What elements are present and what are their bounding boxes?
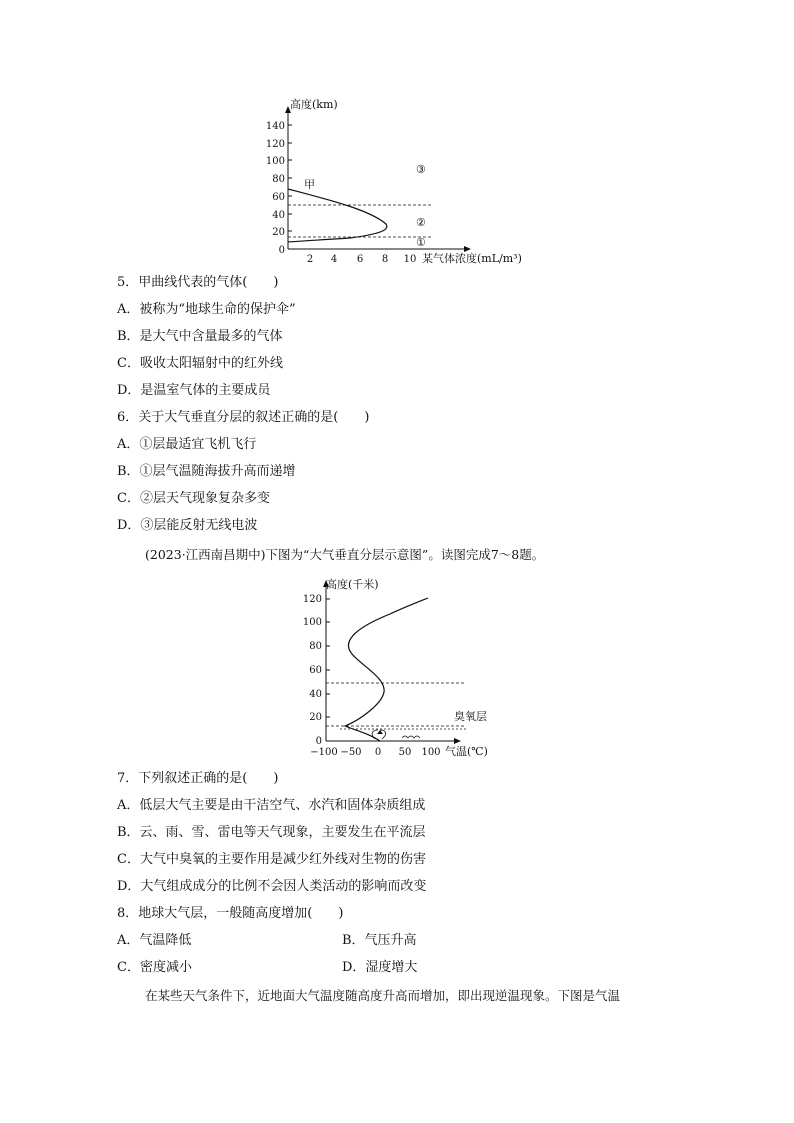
svg-text:0: 0 — [315, 736, 322, 747]
y-axis-label: 高度(km) — [290, 98, 338, 111]
layer-label-2: ② — [416, 216, 426, 229]
svg-text:60: 60 — [309, 665, 322, 676]
question-8-stem: 8．地球大气层，一般随高度增加( ) — [117, 906, 344, 921]
q5-option-a: A．被称为“地球生命的保护伞” — [117, 302, 296, 317]
q6-option-b: B．①层气温随海拔升高而递增 — [117, 464, 296, 479]
x-ticks — [307, 254, 417, 265]
y-axis-label: 高度(千米) — [326, 578, 379, 591]
svg-text:120: 120 — [265, 139, 285, 150]
q5-option-d: D．是温室气体的主要成员 — [117, 383, 271, 398]
svg-text:0: 0 — [278, 245, 285, 256]
q7-option-a: A．低层大气主要是由干洁空气、水汽和固体杂质组成 — [117, 798, 426, 813]
svg-text:60: 60 — [272, 192, 285, 203]
svg-text:2: 2 — [306, 254, 314, 265]
q8-option-c: C．密度减小 — [117, 960, 192, 975]
svg-text:120: 120 — [302, 594, 322, 605]
q6-option-a: A．①层最适宜飞机飞行 — [117, 437, 257, 452]
convection-arrows — [372, 730, 385, 739]
ozone-label: 臭氧层 — [454, 710, 487, 723]
q6-option-c: C．②层天气现象复杂多变 — [117, 491, 270, 506]
question-5-stem: 5．甲曲线代表的气体( ) — [117, 275, 279, 290]
svg-text:6: 6 — [356, 254, 364, 265]
x-ticks — [310, 747, 440, 758]
intro-next: 在某些天气条件下，近地面大气温度随高度升高而增加，即出现逆温现象。下图是气温 — [145, 988, 621, 1003]
q7-option-c: C．大气中臭氧的主要作用是减少红外线对生物的伤害 — [117, 852, 426, 867]
question-7-stem: 7．下列叙述正确的是( ) — [117, 771, 279, 786]
question-6-stem: 6．关于大气垂直分层的叙述正确的是( ) — [117, 410, 370, 425]
cloud-symbol — [402, 736, 420, 738]
svg-text:0: 0 — [374, 747, 382, 758]
svg-text:80: 80 — [309, 641, 322, 652]
svg-text:100: 100 — [302, 617, 322, 628]
q7-option-b: B．云、雨、雪、雷电等天气现象，主要发生在平流层 — [117, 825, 426, 840]
svg-text:100: 100 — [421, 747, 441, 758]
svg-text:8: 8 — [381, 254, 389, 265]
q8-option-a: A．气温降低 — [117, 933, 192, 948]
q8-option-b: B．气压升高 — [342, 933, 417, 948]
svg-text:10: 10 — [403, 254, 417, 265]
curve-label: 甲 — [304, 178, 315, 191]
x-axis-label: 某气体浓度(mL/m³) — [422, 252, 522, 265]
svg-text:140: 140 — [265, 121, 285, 132]
svg-text:100: 100 — [265, 156, 285, 167]
q5-option-c: C．吸收太阳辐射中的红外线 — [117, 356, 283, 371]
svg-text:40: 40 — [272, 210, 285, 221]
svg-text:80: 80 — [272, 174, 285, 185]
svg-text:20: 20 — [309, 712, 322, 723]
ozone-concentration-figure — [250, 92, 550, 272]
temperature-curve — [345, 598, 428, 741]
svg-text:4: 4 — [330, 254, 338, 265]
svg-text:50: 50 — [398, 747, 412, 758]
q8-option-d: D．湿度增大 — [342, 960, 418, 975]
atmosphere-layers-figure — [300, 574, 520, 764]
intro-7-8: (2023·江西南昌期中)下图为“大气垂直分层示意图”。读图完成7～8题。 — [145, 547, 545, 562]
q7-option-d: D．大气组成成分的比例不会因人类活动的影响而改变 — [117, 879, 427, 894]
curve-jia — [288, 189, 387, 242]
svg-text:−50: −50 — [340, 747, 362, 758]
q5-option-b: B．是大气中含量最多的气体 — [117, 329, 283, 344]
svg-text:−100: −100 — [310, 747, 338, 758]
layer-label-1: ① — [416, 236, 426, 249]
svg-text:40: 40 — [309, 689, 322, 700]
svg-text:20: 20 — [272, 227, 285, 238]
layer-label-3: ③ — [416, 163, 426, 176]
q6-option-d: D．③层能反射无线电波 — [117, 518, 258, 533]
x-axis-label: 气温(℃) — [445, 745, 488, 758]
